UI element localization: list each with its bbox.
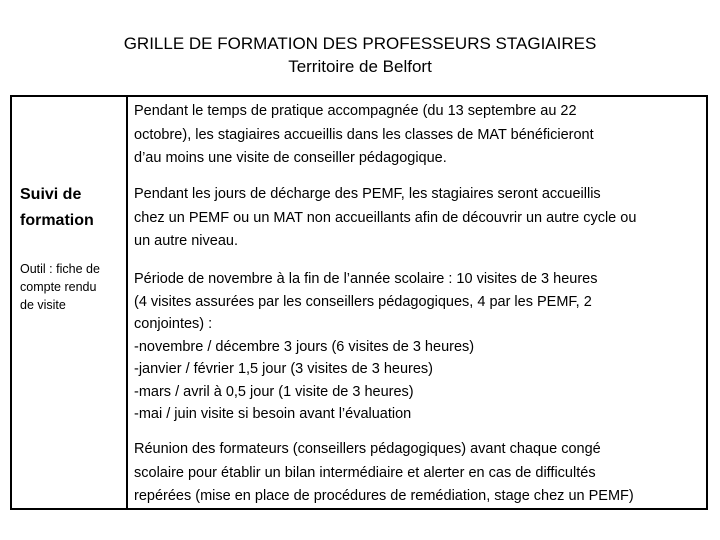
paragraph-line: d’au moins une visite de conseiller pédagogique. [134, 150, 447, 166]
page-title: GRILLE DE FORMATION DES PROFESSEURS STAGIAIRES [123, 34, 597, 53]
paragraph-pratique-accompagnee [134, 100, 704, 171]
outil-note [20, 260, 120, 314]
paragraph-line: (4 visites assurées par les conseillers pédagogiques, 4 par les PEMF, 2 [134, 293, 592, 310]
paragraph-line: un autre niveau. [134, 233, 238, 249]
paragraph-line: -mai / juin visite si besoin avant l’évaluation [134, 406, 412, 422]
paragraph-line: repérées (mise en place de procédures de remédiation, stage chez un PEMF) [134, 488, 634, 504]
paragraph-line: octobre), les stagiaires accueillis dans les classes de MAT bénéficieront [134, 126, 594, 143]
paragraph-jours-decharge [134, 183, 704, 254]
paragraph-line: Réunion des formateurs (conseillers pédagogiques) avant chaque congé [134, 441, 601, 457]
heading-line: formation [20, 212, 94, 229]
note-line: compte rendu [20, 280, 97, 294]
paragraph-line: scolaire pour établir un bilan intermédiaire et alerter en cas de difficultés [134, 464, 596, 481]
note-line: de visite [20, 298, 66, 312]
paragraph-line: Période de novembre à la fin de l’année scolaire : 10 visites de 3 heures [134, 271, 598, 287]
paragraph-line: chez un PEMF ou un MAT non accueillants afin de découvrir un autre cycle ou [134, 209, 637, 226]
paragraph-line: Pendant les jours de décharge des PEMF, les stagiaires seront accueillis [134, 186, 601, 202]
column-divider [126, 95, 128, 510]
page-subtitle: Territoire de Belfort [288, 57, 432, 76]
paragraph-reunion-formateurs [134, 438, 704, 509]
suivi-formation-heading [20, 182, 120, 234]
note-line: Outil : fiche de [20, 262, 100, 276]
paragraph-line: -mars / avril à 0,5 jour (1 visite de 3 heures) [134, 383, 414, 400]
paragraph-line: Pendant le temps de pratique accompagnée (du 13 septembre au 22 [134, 103, 577, 119]
paragraph-line: -janvier / février 1,5 jour (3 visites de 3 heures) [134, 361, 433, 377]
paragraph-periode-visites [134, 268, 704, 426]
paragraph-line: -novembre / décembre 3 jours (6 visites de 3 heures) [134, 338, 475, 355]
heading-line: Suivi de [20, 186, 82, 203]
paragraph-line: conjointes) : [134, 316, 213, 332]
